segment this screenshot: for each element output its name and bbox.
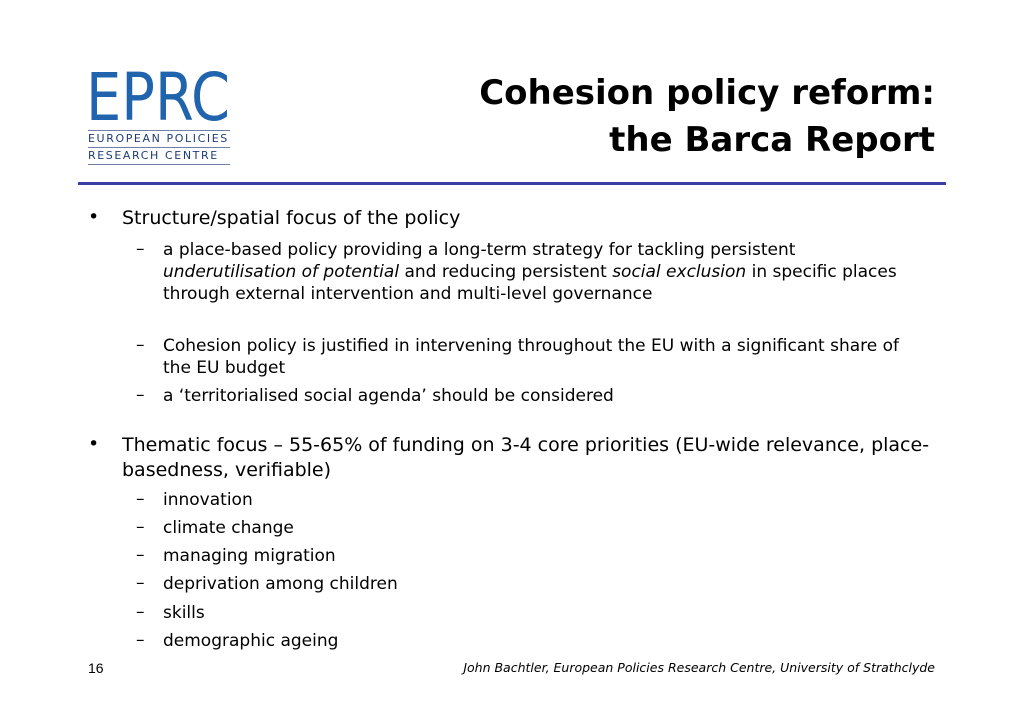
sub-bullet-skills: skills: [163, 603, 205, 623]
dash-marker: –: [136, 545, 145, 565]
sub-bullet-migration: managing migration: [163, 546, 336, 566]
bullet-thematic: Thematic focus – 55-65% of funding on 3-4 core priorities (EU-wide relevance, place-basedness, verifiable): [122, 434, 930, 481]
title-line1: Cohesion policy reform:: [479, 73, 935, 113]
bullet-marker: •: [88, 433, 100, 455]
logo-text-line1: EUROPEAN POLICIES: [88, 132, 229, 145]
title-line2: the Barca Report: [609, 120, 935, 160]
sub-bullet-place-based: a place-based policy providing a long-term strategy for tackling persistent underutilisation of potential and reducing persistent social exclusion in specific places through external intervention and multi-level governance: [163, 240, 897, 304]
dash-marker: –: [136, 489, 145, 509]
sub-bullet-justified: Cohesion policy is justified in intervening throughout the EU with a significant share of the EU budget: [163, 336, 900, 378]
page-number: 16: [88, 660, 104, 676]
footer-credit: John Bachtler, European Policies Research Centre, University of Strathclyde: [463, 660, 935, 675]
dash-marker: –: [136, 335, 145, 355]
bullet-marker: •: [88, 206, 100, 228]
sub-bullet-ageing: demographic ageing: [163, 631, 339, 651]
dash-marker: –: [136, 517, 145, 537]
bullet-structure: Structure/spatial focus of the policy: [122, 207, 461, 229]
dash-marker: –: [136, 573, 145, 593]
dash-marker: –: [136, 602, 145, 622]
logo-letters: EPRC: [86, 64, 230, 126]
dash-marker: –: [136, 385, 145, 405]
sub-bullet-climate: climate change: [163, 518, 294, 538]
logo-text-line2: RESEARCH CENTRE: [88, 149, 219, 162]
sub-bullet-deprivation: deprivation among children: [163, 574, 398, 594]
sub-bullet-innovation: innovation: [163, 490, 253, 510]
dash-marker: –: [136, 630, 145, 650]
dash-marker: –: [136, 239, 145, 259]
sub-bullet-social-agenda: a ‘territorialised social agenda’ should be considered: [163, 386, 614, 406]
